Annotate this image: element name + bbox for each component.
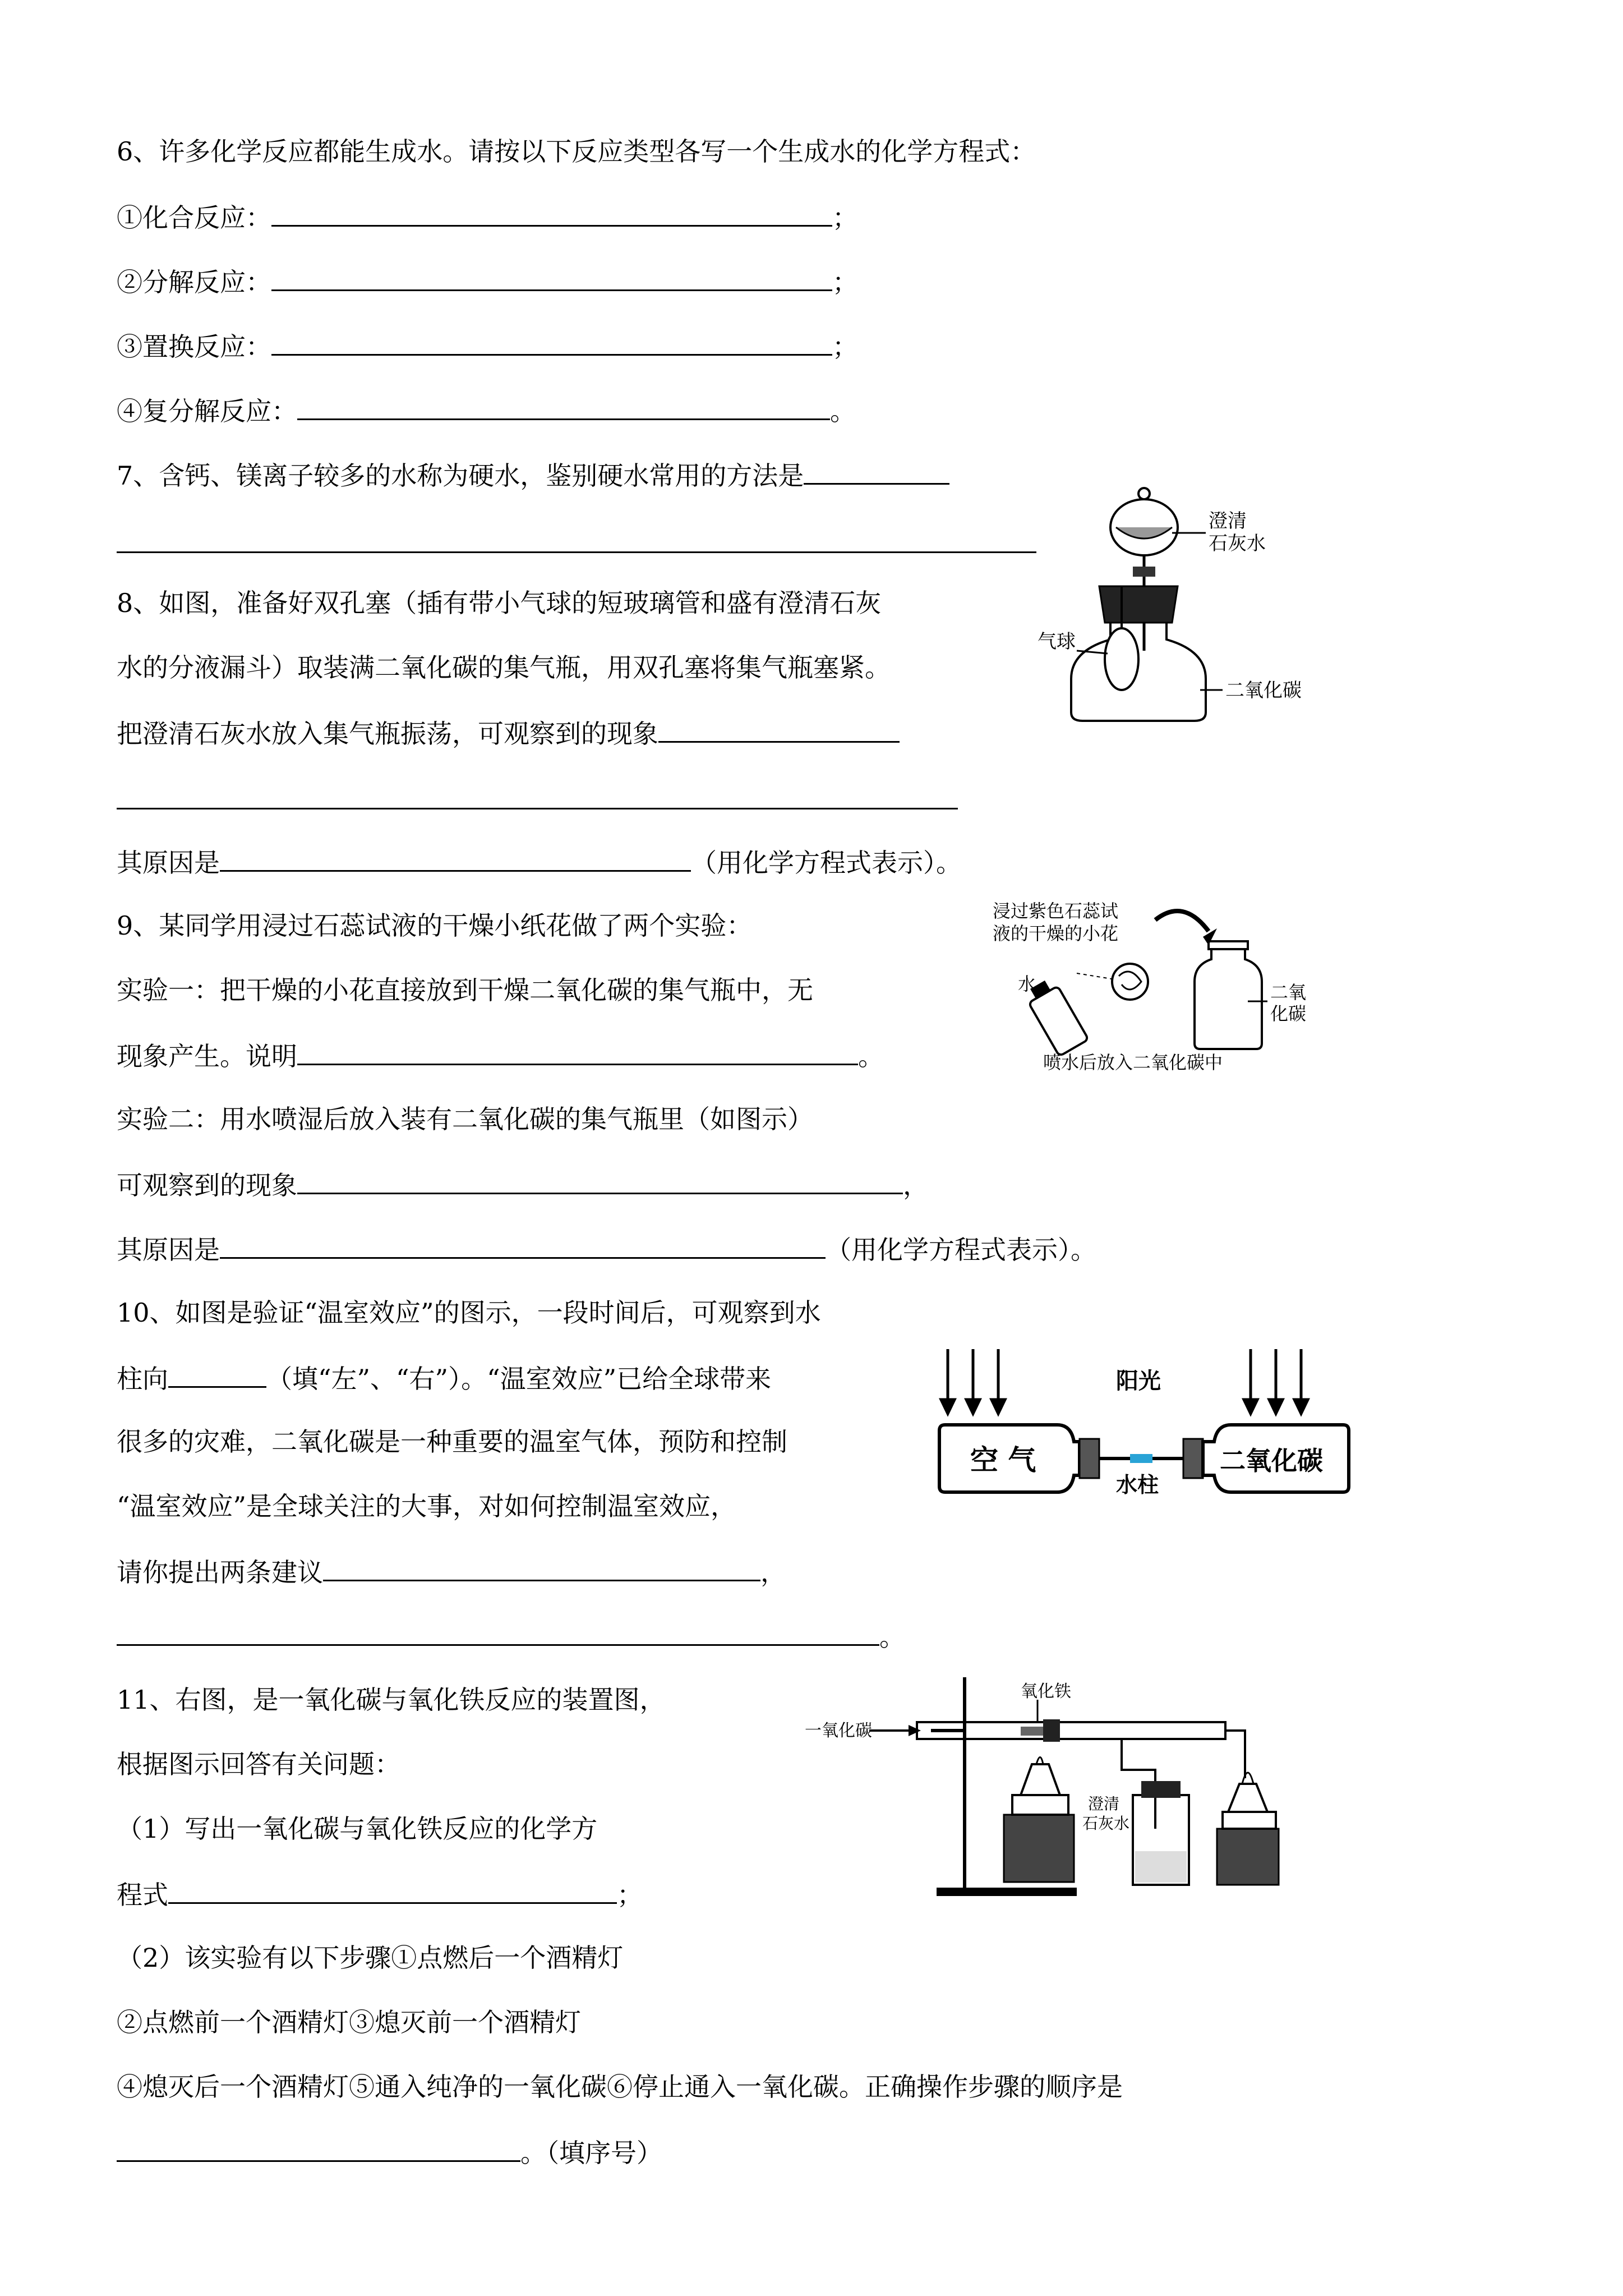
q10-line6: 。 — [117, 1618, 905, 1654]
q7-stem: 7、含钙、镁离子较多的水称为硬水，鉴别硬水常用的方法是 — [117, 457, 949, 493]
figure-caption: 喷水后放入二氧化碳中 — [1043, 1052, 1223, 1073]
label-limewater: 澄清 — [1088, 1795, 1120, 1813]
answer-blank[interactable] — [271, 264, 832, 291]
q8-reason: 其原因是 （用化学方程式表示）。 — [117, 844, 962, 880]
q10-line5: 请你提出两条建议 ， — [117, 1554, 786, 1589]
label-co: 一氧化碳 — [805, 1721, 872, 1741]
q11-sub2-line4: 。（填序号） — [117, 2134, 662, 2170]
answer-blank[interactable] — [271, 328, 832, 356]
svg-text:石灰水: 石灰水 — [1082, 1814, 1130, 1833]
q11-sub1-line1: （1）写出一氧化碳与氧化铁反应的化学方 — [117, 1814, 598, 1844]
answer-blank[interactable] — [117, 2134, 520, 2162]
q10-line2: 柱向 （填“左”、“右”）。“温室效应”已给全球带来 — [117, 1360, 771, 1396]
q6-item-2: ②分解反应： ； — [117, 264, 858, 299]
svg-text:液的干燥的小花: 液的干燥的小花 — [993, 923, 1119, 944]
litmus-flower-figure — [987, 898, 1324, 1077]
q11-sub2-line2: ②点燃前一个酒精灯③熄灭前一个酒精灯 — [117, 2007, 581, 2037]
answer-blank[interactable] — [220, 844, 691, 872]
svg-text:石灰水: 石灰水 — [1209, 532, 1266, 555]
answer-blank[interactable] — [804, 457, 949, 485]
label-water: 水 — [1018, 973, 1036, 995]
q6-item-3: ③置换反应： ； — [117, 328, 858, 364]
greenhouse-effect-figure — [937, 1343, 1352, 1517]
label-flower: 浸过紫色石蕊试 — [993, 900, 1119, 922]
answer-blank[interactable] — [220, 1231, 826, 1259]
q6-item-1: ①化合反应： ； — [117, 199, 858, 234]
svg-text:化碳: 化碳 — [1270, 1003, 1307, 1024]
answer-blank[interactable] — [297, 1038, 858, 1065]
q10-line1: 10、如图是验证“温室效应”的图示，一段时间后，可观察到水 — [117, 1297, 821, 1328]
q11-sub1-line2: 程式 ； — [117, 1876, 643, 1912]
q10-line3: 很多的灾难，二氧化碳是一种重要的温室气体，预防和控制 — [117, 1427, 787, 1457]
q9-exp1-line2: 现象产生。说明 。 — [117, 1038, 884, 1073]
answer-blank[interactable] — [168, 1876, 617, 1904]
answer-blank[interactable] — [297, 393, 830, 420]
q11-line2: 根据图示回答有关问题： — [117, 1749, 400, 1779]
label-balloon: 气球 — [1038, 631, 1076, 653]
q8-line2: 水的分液漏斗）取装满二氧化碳的集气瓶，用双孔塞将集气瓶塞紧。 — [117, 652, 891, 683]
label-co2: 二氧 — [1270, 982, 1307, 1003]
q11-sub2-line3: ④熄灭后一个酒精灯⑤通入纯净的一氧化碳⑥停止通入一氧化碳。正确操作步骤的顺序是 — [117, 2072, 1123, 2102]
q9-reason: 其原因是 （用化学方程式表示）。 — [117, 1231, 1096, 1267]
label-water-column: 水柱 — [1116, 1473, 1159, 1497]
answer-blank[interactable] — [323, 1554, 760, 1581]
q8-line1: 8、如图，准备好双孔塞（插有带小气球的短玻璃管和盛有澄清石灰 — [117, 588, 882, 618]
label-limewater: 澄清 — [1209, 510, 1247, 532]
answer-blank[interactable] — [658, 715, 900, 743]
label-co2: 二氧化碳 — [1220, 1446, 1323, 1476]
label-co2: 二氧化碳 — [1225, 679, 1302, 702]
co2-balloon-flask-figure — [1038, 466, 1340, 740]
q8-line3: 把澄清石灰水放入集气瓶振荡，可观察到的现象 — [117, 715, 900, 751]
q9-stem: 9、某同学用浸过石蕊试液的干燥小纸花做了两个实验： — [117, 910, 753, 941]
q9-exp2-line1: 实验二：用水喷湿后放入装有二氧化碳的集气瓶里（如图示） — [117, 1104, 813, 1134]
q9-exp2-line2: 可观察到的现象 ， — [117, 1167, 929, 1202]
q6-item-4: ④复分解反应： 。 — [117, 393, 856, 428]
answer-blank[interactable] — [117, 1618, 879, 1646]
answer-blank[interactable] — [168, 1360, 266, 1388]
answer-blank[interactable] — [271, 199, 832, 227]
q11-sub2-line1: （2）该实验有以下步骤①点燃后一个酒精灯 — [117, 1943, 624, 1973]
co-iron-oxide-apparatus-figure — [796, 1666, 1290, 1902]
label-sun: 阳光 — [1116, 1368, 1161, 1394]
answer-blank[interactable] — [297, 1167, 903, 1194]
label-fe2o3: 氧化铁 — [1021, 1682, 1071, 1701]
q11-line1: 11、右图，是一氧化碳与氧化铁反应的装置图， — [117, 1685, 666, 1715]
answer-line[interactable] — [117, 551, 1036, 553]
q10-line4: “温室效应”是全球关注的大事，对如何控制温室效应， — [117, 1491, 737, 1521]
q9-exp1-line1: 实验一：把干燥的小花直接放到干燥二氧化碳的集气瓶中，无 — [117, 975, 813, 1005]
q6-stem: 6、许多化学反应都能生成水。请按以下反应类型各写一个生成水的化学方程式： — [117, 136, 1036, 167]
label-air: 空 气 — [970, 1444, 1036, 1476]
answer-line[interactable] — [117, 808, 958, 809]
